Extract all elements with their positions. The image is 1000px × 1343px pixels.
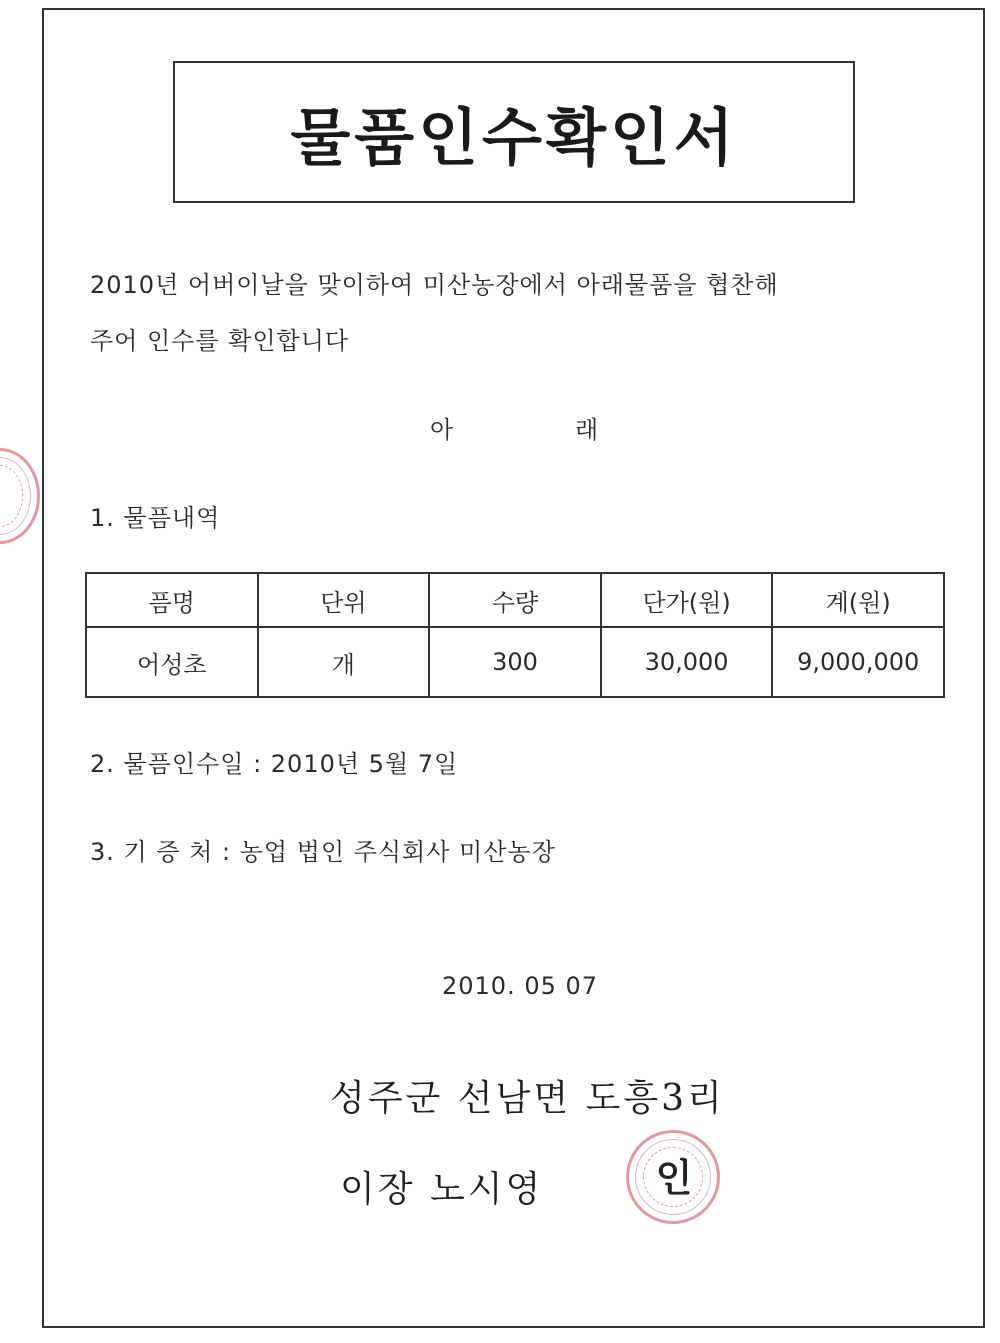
issuer-name: 성주군 선남면 도흥3리	[330, 1078, 725, 1119]
section-3-donor: 3. 기 증 처 : 농업 법인 주식회사 미산농장	[90, 838, 556, 866]
table-row	[86, 627, 944, 697]
section-2-receipt-date: 2. 물픔인수일 : 2010년 5월 7일	[90, 750, 459, 778]
cell-item-name: 어성초	[86, 627, 258, 697]
page-title: 물품인수확인서	[290, 100, 738, 174]
document-date: 2010. 05 07	[442, 972, 599, 1000]
header-item-name: 픔명	[86, 573, 258, 627]
header-total: 계(원)	[772, 573, 944, 627]
village-head-name: 이장 노시영	[340, 1169, 544, 1210]
intro-line-2: 주어 인수를 확인합니다	[90, 327, 350, 355]
title-box	[173, 61, 855, 203]
items-table	[85, 572, 945, 698]
cell-quantity: 300	[429, 627, 601, 697]
cell-unit-price: 30,000	[601, 627, 773, 697]
table-header-row	[86, 573, 944, 627]
section-1-label: 1. 물픔내역	[90, 504, 221, 532]
partial-seal-stamp-icon	[0, 448, 40, 544]
cell-total: 9,000,000	[772, 627, 944, 697]
seal-mark: 인	[655, 1155, 693, 1200]
cell-unit: 개	[258, 627, 430, 697]
header-quantity: 수량	[429, 573, 601, 627]
below-heading-left: 아	[430, 416, 454, 444]
header-unit: 단위	[258, 573, 430, 627]
intro-line-1: 2010년 어버이날을 맞이하여 미산농장에서 아래물품을 협찬해	[90, 271, 779, 299]
header-unit-price: 단가(원)	[601, 573, 773, 627]
below-heading-right: 래	[575, 416, 599, 444]
